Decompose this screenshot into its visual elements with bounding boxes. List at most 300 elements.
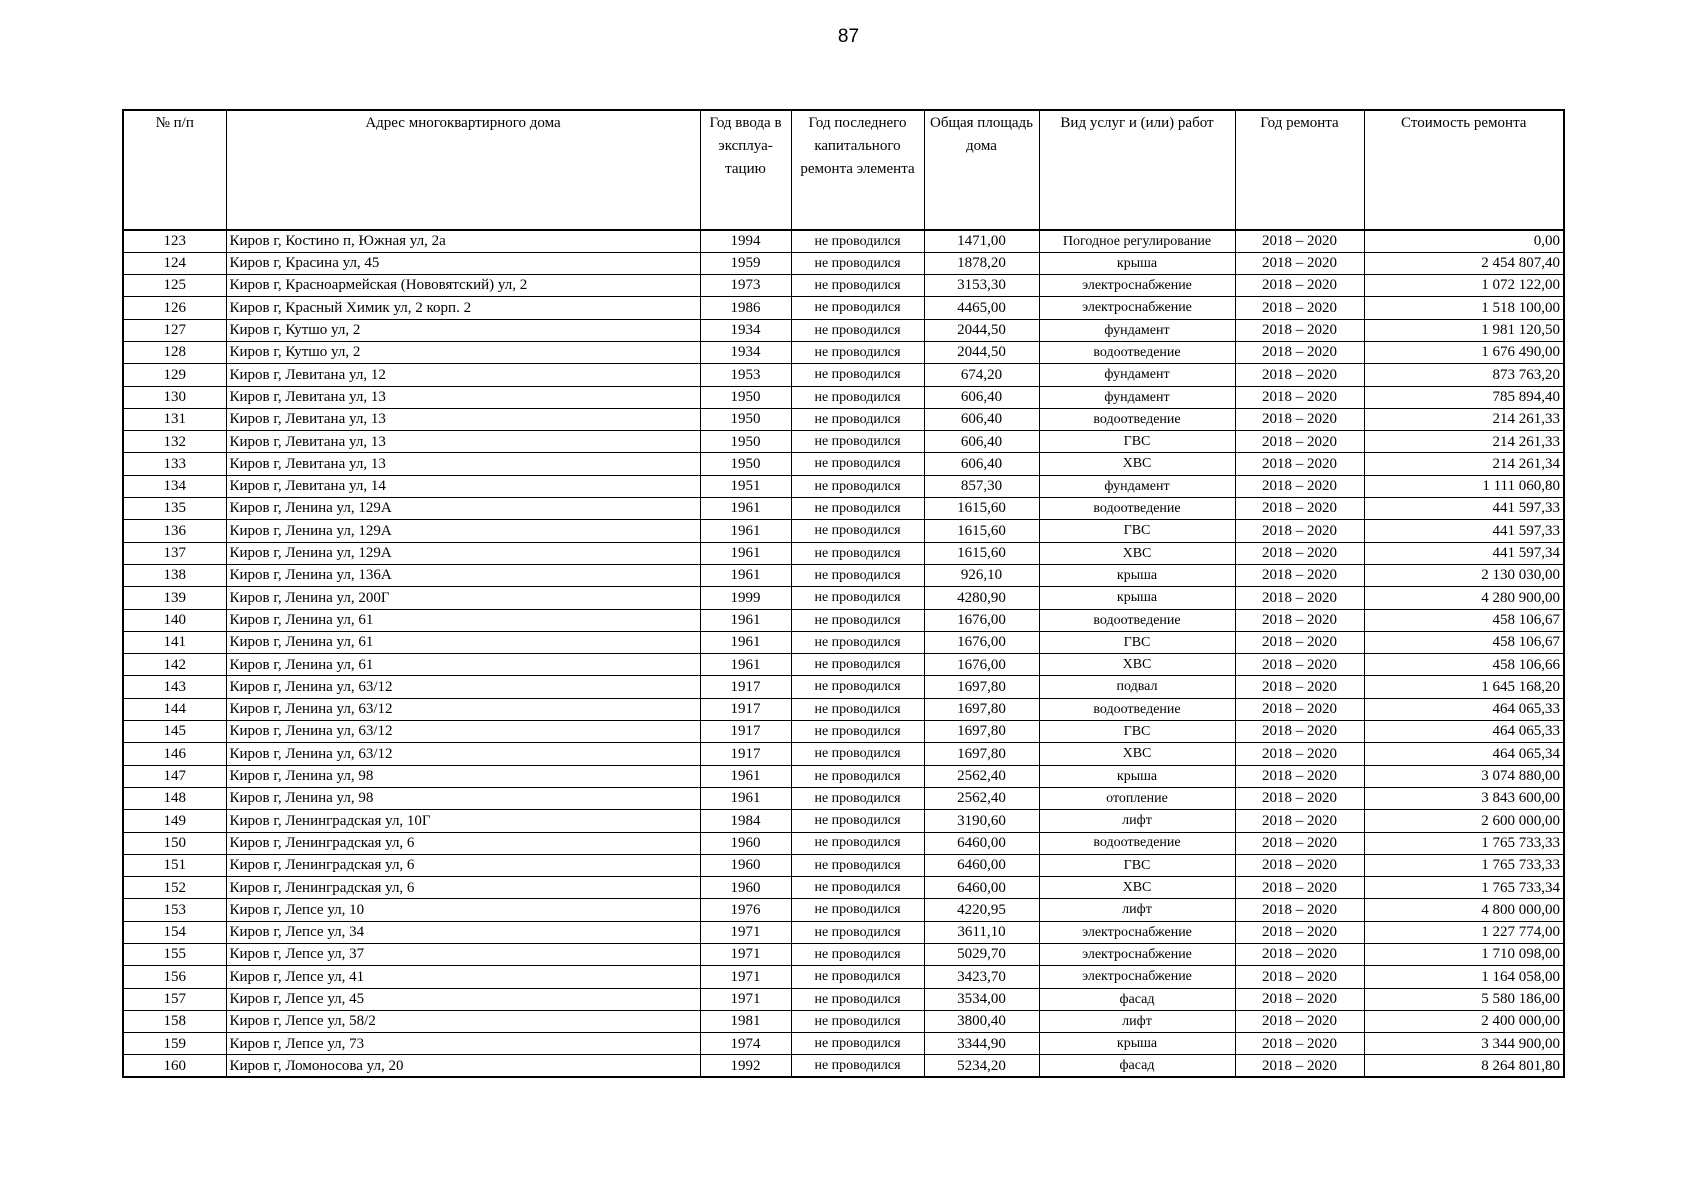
table-row	[123, 988, 1564, 1010]
cell-year-built: 1960	[700, 854, 791, 876]
cell-area: 606,40	[924, 408, 1039, 430]
cell-last-repair: не проводился	[791, 1010, 924, 1032]
cell-area: 674,20	[924, 364, 1039, 386]
cell-area: 1697,80	[924, 676, 1039, 698]
cell-year-built: 1961	[700, 631, 791, 653]
cell-area: 3190,60	[924, 810, 1039, 832]
cell-num: 126	[123, 297, 226, 319]
cell-year-built: 1960	[700, 877, 791, 899]
cell-last-repair: не проводился	[791, 252, 924, 274]
cell-area: 3153,30	[924, 275, 1039, 297]
cell-cost: 464 065,33	[1364, 698, 1564, 720]
cell-cost: 2 400 000,00	[1364, 1010, 1564, 1032]
cell-cost: 458 106,67	[1364, 609, 1564, 631]
cell-service: крыша	[1039, 1033, 1235, 1055]
cell-service: фасад	[1039, 1055, 1235, 1077]
cell-last-repair: не проводился	[791, 498, 924, 520]
cell-num: 153	[123, 899, 226, 921]
cell-num: 138	[123, 564, 226, 586]
cell-year-built: 1986	[700, 297, 791, 319]
cell-service: крыша	[1039, 765, 1235, 787]
cell-year-built: 1961	[700, 498, 791, 520]
cell-repair-years: 2018 – 2020	[1235, 386, 1364, 408]
cell-service: электроснабжение	[1039, 275, 1235, 297]
cell-year-built: 1917	[700, 698, 791, 720]
cell-repair-years: 2018 – 2020	[1235, 877, 1364, 899]
cell-cost: 1 227 774,00	[1364, 921, 1564, 943]
cell-last-repair: не проводился	[791, 275, 924, 297]
cell-num: 160	[123, 1055, 226, 1077]
table-row	[123, 587, 1564, 609]
cell-area: 5029,70	[924, 944, 1039, 966]
cell-num: 132	[123, 431, 226, 453]
cell-repair-years: 2018 – 2020	[1235, 498, 1364, 520]
cell-year-built: 1961	[700, 520, 791, 542]
cell-service: лифт	[1039, 810, 1235, 832]
cell-repair-years: 2018 – 2020	[1235, 542, 1364, 564]
cell-cost: 1 111 060,80	[1364, 475, 1564, 497]
cell-num: 149	[123, 810, 226, 832]
cell-cost: 1 981 120,50	[1364, 319, 1564, 341]
table-row	[123, 431, 1564, 453]
cell-address: Киров г, Лепсе ул, 34	[226, 921, 700, 943]
cell-address: Киров г, Ленина ул, 129А	[226, 520, 700, 542]
cell-year-built: 1934	[700, 319, 791, 341]
cell-repair-years: 2018 – 2020	[1235, 765, 1364, 787]
cell-repair-years: 2018 – 2020	[1235, 721, 1364, 743]
cell-last-repair: не проводился	[791, 1033, 924, 1055]
header-last-repair: Год последнего капитального ремонта элемента	[791, 110, 924, 230]
cell-last-repair: не проводился	[791, 944, 924, 966]
cell-area: 1471,00	[924, 230, 1039, 252]
cell-repair-years: 2018 – 2020	[1235, 698, 1364, 720]
page-number: 87	[837, 26, 860, 47]
cell-area: 6460,00	[924, 877, 1039, 899]
cell-year-built: 1999	[700, 587, 791, 609]
cell-year-built: 1971	[700, 966, 791, 988]
cell-service: Погодное регулирование	[1039, 230, 1235, 252]
cell-repair-years: 2018 – 2020	[1235, 275, 1364, 297]
cell-year-built: 1934	[700, 341, 791, 363]
cell-area: 3534,00	[924, 988, 1039, 1010]
cell-num: 133	[123, 453, 226, 475]
table-row	[123, 654, 1564, 676]
cell-cost: 458 106,67	[1364, 631, 1564, 653]
cell-cost: 3 843 600,00	[1364, 787, 1564, 809]
cell-year-built: 1992	[700, 1055, 791, 1077]
header-repair-years: Год ремонта	[1235, 110, 1364, 230]
cell-last-repair: не проводился	[791, 453, 924, 475]
cell-cost: 3 344 900,00	[1364, 1033, 1564, 1055]
cell-area: 1878,20	[924, 252, 1039, 274]
cell-cost: 1 645 168,20	[1364, 676, 1564, 698]
cell-area: 3611,10	[924, 921, 1039, 943]
cell-service: электроснабжение	[1039, 966, 1235, 988]
cell-address: Киров г, Лепсе ул, 73	[226, 1033, 700, 1055]
cell-service: ГВС	[1039, 520, 1235, 542]
cell-last-repair: не проводился	[791, 787, 924, 809]
cell-repair-years: 2018 – 2020	[1235, 297, 1364, 319]
table-row	[123, 854, 1564, 876]
cell-address: Киров г, Лепсе ул, 10	[226, 899, 700, 921]
cell-address: Киров г, Ленинградская ул, 10Г	[226, 810, 700, 832]
cell-cost: 458 106,66	[1364, 654, 1564, 676]
cell-address: Киров г, Лепсе ул, 58/2	[226, 1010, 700, 1032]
cell-num: 156	[123, 966, 226, 988]
cell-address: Киров г, Левитана ул, 12	[226, 364, 700, 386]
cell-num: 143	[123, 676, 226, 698]
cell-address: Киров г, Ленина ул, 129А	[226, 542, 700, 564]
cell-service: ГВС	[1039, 431, 1235, 453]
cell-year-built: 1994	[700, 230, 791, 252]
cell-last-repair: не проводился	[791, 564, 924, 586]
cell-num: 134	[123, 475, 226, 497]
cell-service: водоотведение	[1039, 609, 1235, 631]
cell-address: Киров г, Ленинградская ул, 6	[226, 832, 700, 854]
cell-area: 857,30	[924, 475, 1039, 497]
table-row	[123, 966, 1564, 988]
cell-num: 124	[123, 252, 226, 274]
cell-service: электроснабжение	[1039, 921, 1235, 943]
cell-area: 5234,20	[924, 1055, 1039, 1077]
cell-cost: 0,00	[1364, 230, 1564, 252]
table-row	[123, 297, 1564, 319]
table-row	[123, 475, 1564, 497]
cell-service: водоотведение	[1039, 832, 1235, 854]
table-row	[123, 408, 1564, 430]
cell-repair-years: 2018 – 2020	[1235, 988, 1364, 1010]
cell-service: подвал	[1039, 676, 1235, 698]
cell-num: 151	[123, 854, 226, 876]
cell-address: Киров г, Ломоносова ул, 20	[226, 1055, 700, 1077]
cell-area: 4465,00	[924, 297, 1039, 319]
cell-num: 136	[123, 520, 226, 542]
cell-cost: 8 264 801,80	[1364, 1055, 1564, 1077]
cell-address: Киров г, Кутшо ул, 2	[226, 341, 700, 363]
cell-last-repair: не проводился	[791, 431, 924, 453]
table-row	[123, 921, 1564, 943]
cell-repair-years: 2018 – 2020	[1235, 431, 1364, 453]
cell-repair-years: 2018 – 2020	[1235, 810, 1364, 832]
cell-year-built: 1971	[700, 988, 791, 1010]
cell-last-repair: не проводился	[791, 698, 924, 720]
cell-num: 130	[123, 386, 226, 408]
cell-repair-years: 2018 – 2020	[1235, 475, 1364, 497]
table-row	[123, 1055, 1564, 1077]
cell-service: отопление	[1039, 787, 1235, 809]
header-address: Адрес многоквартирного дома	[226, 110, 700, 230]
cell-address: Киров г, Ленинградская ул, 6	[226, 854, 700, 876]
cell-repair-years: 2018 – 2020	[1235, 252, 1364, 274]
cell-area: 4220,95	[924, 899, 1039, 921]
cell-repair-years: 2018 – 2020	[1235, 743, 1364, 765]
cell-last-repair: не проводился	[791, 654, 924, 676]
table-row	[123, 721, 1564, 743]
cell-address: Киров г, Ленина ул, 129А	[226, 498, 700, 520]
cell-service: крыша	[1039, 587, 1235, 609]
cell-address: Киров г, Левитана ул, 13	[226, 431, 700, 453]
cell-address: Киров г, Ленина ул, 63/12	[226, 698, 700, 720]
cell-num: 145	[123, 721, 226, 743]
cell-year-built: 1984	[700, 810, 791, 832]
cell-cost: 4 800 000,00	[1364, 899, 1564, 921]
cell-area: 6460,00	[924, 832, 1039, 854]
table-row	[123, 810, 1564, 832]
cell-num: 147	[123, 765, 226, 787]
cell-service: фундамент	[1039, 319, 1235, 341]
cell-repair-years: 2018 – 2020	[1235, 832, 1364, 854]
cell-service: ГВС	[1039, 721, 1235, 743]
cell-address: Киров г, Красный Химик ул, 2 корп. 2	[226, 297, 700, 319]
table-row	[123, 609, 1564, 631]
cell-num: 144	[123, 698, 226, 720]
cell-num: 140	[123, 609, 226, 631]
cell-repair-years: 2018 – 2020	[1235, 654, 1364, 676]
cell-year-built: 1981	[700, 1010, 791, 1032]
cell-year-built: 1917	[700, 676, 791, 698]
table-row	[123, 319, 1564, 341]
cell-area: 1615,60	[924, 542, 1039, 564]
cell-address: Киров г, Красина ул, 45	[226, 252, 700, 274]
cell-area: 1676,00	[924, 609, 1039, 631]
cell-area: 1615,60	[924, 520, 1039, 542]
cell-cost: 1 765 733,34	[1364, 877, 1564, 899]
cell-num: 139	[123, 587, 226, 609]
cell-last-repair: не проводился	[791, 921, 924, 943]
header-num: № п/п	[123, 110, 226, 230]
table-row	[123, 564, 1564, 586]
cell-service: крыша	[1039, 564, 1235, 586]
cell-cost: 214 261,33	[1364, 408, 1564, 430]
cell-year-built: 1953	[700, 364, 791, 386]
cell-area: 3423,70	[924, 966, 1039, 988]
cell-address: Киров г, Кутшо ул, 2	[226, 319, 700, 341]
cell-cost: 1 710 098,00	[1364, 944, 1564, 966]
cell-service: крыша	[1039, 252, 1235, 274]
cell-area: 926,10	[924, 564, 1039, 586]
cell-num: 142	[123, 654, 226, 676]
table-row	[123, 453, 1564, 475]
header-service: Вид услуг и (или) работ	[1039, 110, 1235, 230]
cell-year-built: 1971	[700, 921, 791, 943]
cell-last-repair: не проводился	[791, 832, 924, 854]
cell-service: фасад	[1039, 988, 1235, 1010]
cell-num: 159	[123, 1033, 226, 1055]
cell-address: Киров г, Ленина ул, 63/12	[226, 721, 700, 743]
cell-repair-years: 2018 – 2020	[1235, 609, 1364, 631]
cell-service: фундамент	[1039, 475, 1235, 497]
table-row	[123, 944, 1564, 966]
cell-year-built: 1973	[700, 275, 791, 297]
cell-address: Киров г, Ленина ул, 136А	[226, 564, 700, 586]
cell-area: 1615,60	[924, 498, 1039, 520]
cell-service: лифт	[1039, 899, 1235, 921]
cell-num: 150	[123, 832, 226, 854]
table-row	[123, 386, 1564, 408]
cell-year-built: 1961	[700, 542, 791, 564]
cell-service: ХВС	[1039, 654, 1235, 676]
cell-num: 152	[123, 877, 226, 899]
cell-year-built: 1961	[700, 609, 791, 631]
cell-last-repair: не проводился	[791, 631, 924, 653]
table-row	[123, 230, 1564, 252]
cell-last-repair: не проводился	[791, 765, 924, 787]
cell-num: 137	[123, 542, 226, 564]
cell-service: фундамент	[1039, 364, 1235, 386]
cell-address: Киров г, Левитана ул, 13	[226, 453, 700, 475]
cell-repair-years: 2018 – 2020	[1235, 564, 1364, 586]
cell-address: Киров г, Костино п, Южная ул, 2а	[226, 230, 700, 252]
table-row	[123, 676, 1564, 698]
cell-repair-years: 2018 – 2020	[1235, 1010, 1364, 1032]
cell-area: 1697,80	[924, 698, 1039, 720]
cell-last-repair: не проводился	[791, 520, 924, 542]
cell-num: 155	[123, 944, 226, 966]
cell-year-built: 1976	[700, 899, 791, 921]
cell-cost: 1 765 733,33	[1364, 832, 1564, 854]
table-row	[123, 1010, 1564, 1032]
cell-repair-years: 2018 – 2020	[1235, 364, 1364, 386]
cell-last-repair: не проводился	[791, 341, 924, 363]
cell-year-built: 1961	[700, 564, 791, 586]
cell-num: 129	[123, 364, 226, 386]
cell-cost: 464 065,33	[1364, 721, 1564, 743]
cell-repair-years: 2018 – 2020	[1235, 1055, 1364, 1077]
cell-last-repair: не проводился	[791, 1055, 924, 1077]
cell-year-built: 1974	[700, 1033, 791, 1055]
cell-repair-years: 2018 – 2020	[1235, 319, 1364, 341]
cell-last-repair: не проводился	[791, 810, 924, 832]
cell-cost: 785 894,40	[1364, 386, 1564, 408]
cell-repair-years: 2018 – 2020	[1235, 587, 1364, 609]
cell-repair-years: 2018 – 2020	[1235, 520, 1364, 542]
cell-last-repair: не проводился	[791, 230, 924, 252]
cell-year-built: 1951	[700, 475, 791, 497]
cell-address: Киров г, Лепсе ул, 37	[226, 944, 700, 966]
cell-service: ХВС	[1039, 743, 1235, 765]
cell-last-repair: не проводился	[791, 587, 924, 609]
cell-service: водоотведение	[1039, 341, 1235, 363]
cell-cost: 441 597,33	[1364, 498, 1564, 520]
cell-service: водоотведение	[1039, 408, 1235, 430]
cell-address: Киров г, Ленинградская ул, 6	[226, 877, 700, 899]
cell-last-repair: не проводился	[791, 408, 924, 430]
cell-last-repair: не проводился	[791, 386, 924, 408]
cell-year-built: 1971	[700, 944, 791, 966]
cell-num: 157	[123, 988, 226, 1010]
cell-cost: 5 580 186,00	[1364, 988, 1564, 1010]
cell-year-built: 1960	[700, 832, 791, 854]
cell-num: 146	[123, 743, 226, 765]
cell-repair-years: 2018 – 2020	[1235, 453, 1364, 475]
cell-repair-years: 2018 – 2020	[1235, 899, 1364, 921]
cell-year-built: 1961	[700, 787, 791, 809]
cell-service: ГВС	[1039, 854, 1235, 876]
cell-address: Киров г, Ленина ул, 98	[226, 787, 700, 809]
cell-last-repair: не проводился	[791, 609, 924, 631]
cell-repair-years: 2018 – 2020	[1235, 341, 1364, 363]
cell-last-repair: не проводился	[791, 364, 924, 386]
cell-address: Киров г, Ленина ул, 61	[226, 654, 700, 676]
cell-cost: 2 130 030,00	[1364, 564, 1564, 586]
cell-address: Киров г, Ленина ул, 200Г	[226, 587, 700, 609]
cell-year-built: 1959	[700, 252, 791, 274]
cell-service: фундамент	[1039, 386, 1235, 408]
cell-num: 158	[123, 1010, 226, 1032]
cell-address: Киров г, Левитана ул, 13	[226, 408, 700, 430]
cell-area: 1697,80	[924, 721, 1039, 743]
cell-num: 148	[123, 787, 226, 809]
cell-cost: 4 280 900,00	[1364, 587, 1564, 609]
cell-last-repair: не проводился	[791, 542, 924, 564]
table-row	[123, 765, 1564, 787]
table-row	[123, 498, 1564, 520]
cell-num: 123	[123, 230, 226, 252]
cell-cost: 214 261,33	[1364, 431, 1564, 453]
table-row	[123, 698, 1564, 720]
table-body	[123, 230, 1564, 1077]
cell-year-built: 1950	[700, 386, 791, 408]
cell-last-repair: не проводился	[791, 297, 924, 319]
cell-service: ГВС	[1039, 631, 1235, 653]
cell-repair-years: 2018 – 2020	[1235, 854, 1364, 876]
cell-service: ХВС	[1039, 453, 1235, 475]
header-cost: Стоимость ремонта	[1364, 110, 1564, 230]
cell-service: ХВС	[1039, 542, 1235, 564]
table-row	[123, 275, 1564, 297]
cell-area: 3344,90	[924, 1033, 1039, 1055]
cell-num: 135	[123, 498, 226, 520]
cell-num: 154	[123, 921, 226, 943]
cell-repair-years: 2018 – 2020	[1235, 944, 1364, 966]
cell-last-repair: не проводился	[791, 475, 924, 497]
cell-address: Киров г, Левитана ул, 14	[226, 475, 700, 497]
cell-service: ХВС	[1039, 877, 1235, 899]
cell-repair-years: 2018 – 2020	[1235, 676, 1364, 698]
cell-service: лифт	[1039, 1010, 1235, 1032]
table-row	[123, 252, 1564, 274]
cell-address: Киров г, Ленина ул, 98	[226, 765, 700, 787]
cell-area: 2562,40	[924, 765, 1039, 787]
cell-address: Киров г, Ленина ул, 63/12	[226, 676, 700, 698]
cell-cost: 1 518 100,00	[1364, 297, 1564, 319]
cell-service: электроснабжение	[1039, 944, 1235, 966]
table-row	[123, 832, 1564, 854]
cell-last-repair: не проводился	[791, 721, 924, 743]
cell-address: Киров г, Лепсе ул, 45	[226, 988, 700, 1010]
cell-num: 127	[123, 319, 226, 341]
cell-last-repair: не проводился	[791, 854, 924, 876]
cell-repair-years: 2018 – 2020	[1235, 631, 1364, 653]
cell-num: 128	[123, 341, 226, 363]
cell-area: 4280,90	[924, 587, 1039, 609]
cell-num: 125	[123, 275, 226, 297]
cell-last-repair: не проводился	[791, 966, 924, 988]
cell-address: Киров г, Лепсе ул, 41	[226, 966, 700, 988]
cell-address: Киров г, Ленина ул, 61	[226, 609, 700, 631]
cell-cost: 1 164 058,00	[1364, 966, 1564, 988]
cell-service: электроснабжение	[1039, 297, 1235, 319]
cell-cost: 1 676 490,00	[1364, 341, 1564, 363]
cell-area: 606,40	[924, 431, 1039, 453]
table-row	[123, 787, 1564, 809]
cell-cost: 214 261,34	[1364, 453, 1564, 475]
header-year-built: Год ввода в эксплуа-тацию	[700, 110, 791, 230]
cell-repair-years: 2018 – 2020	[1235, 966, 1364, 988]
table-row	[123, 1033, 1564, 1055]
cell-cost: 3 074 880,00	[1364, 765, 1564, 787]
cell-area: 606,40	[924, 453, 1039, 475]
